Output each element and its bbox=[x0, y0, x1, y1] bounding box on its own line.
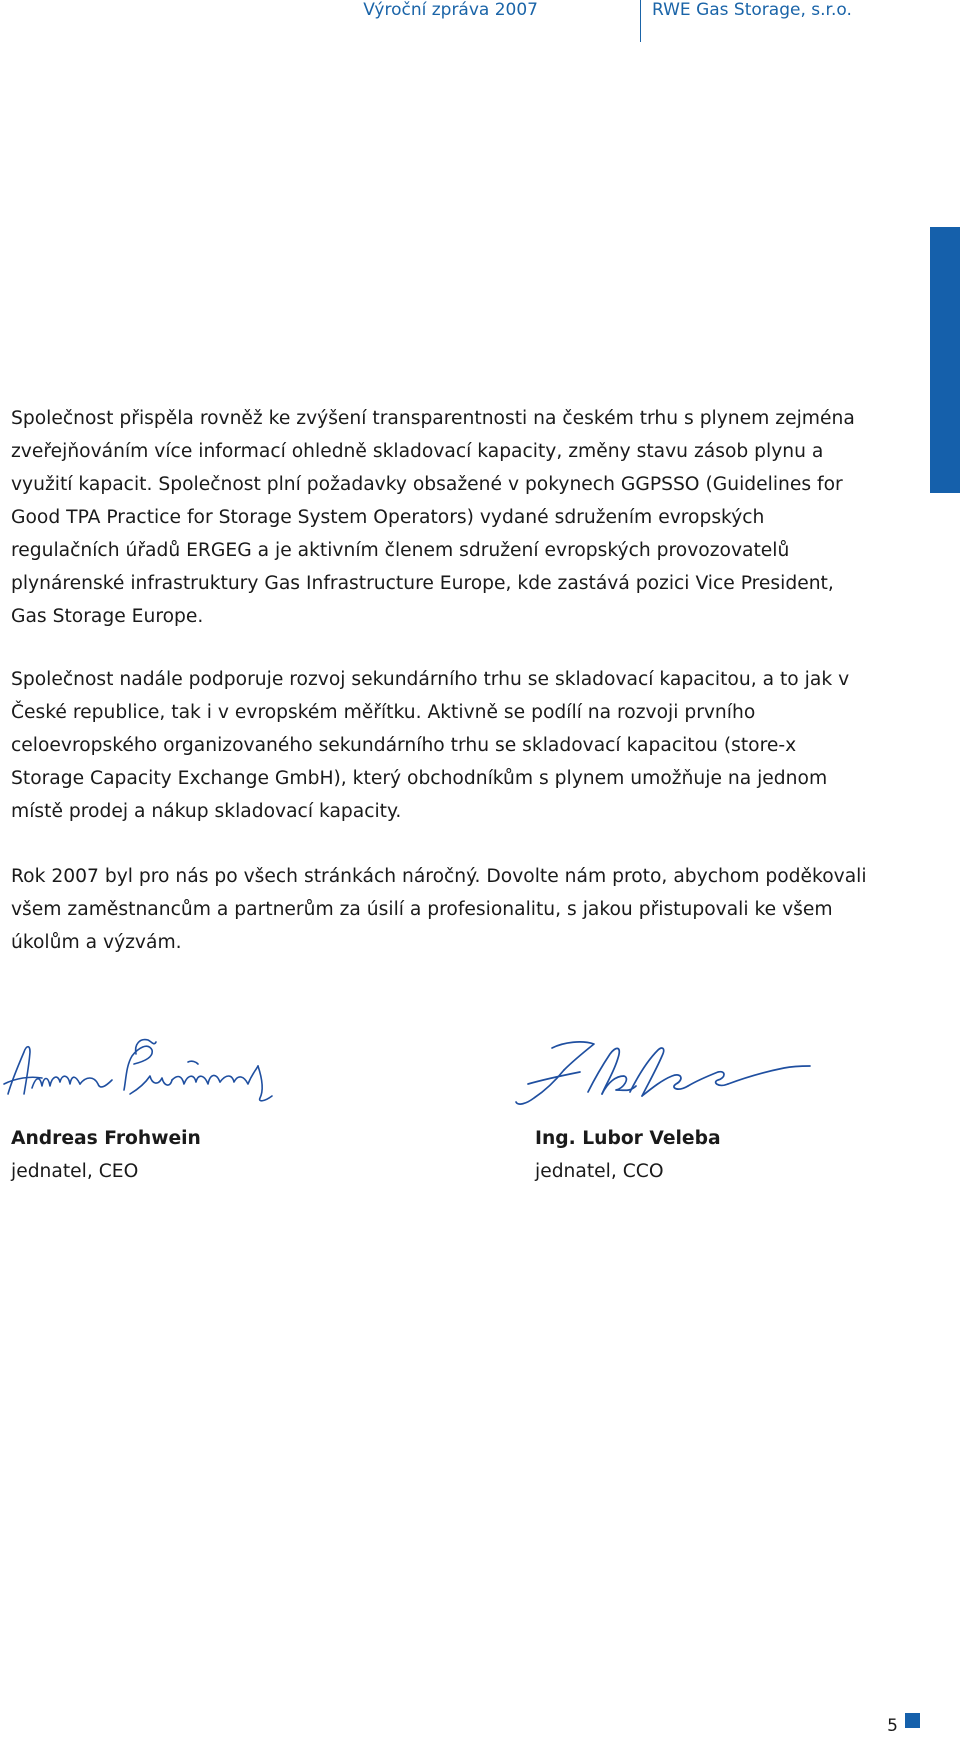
header-divider bbox=[640, 0, 641, 42]
side-tab-marker bbox=[930, 227, 960, 493]
signatory-role: jednatel, CCO bbox=[535, 1161, 664, 1182]
signature-lubor-veleba bbox=[512, 1036, 812, 1116]
company-name: RWE Gas Storage, s.r.o. bbox=[652, 0, 852, 20]
signatory-frohwein bbox=[11, 1122, 201, 1188]
paragraph-thanks bbox=[11, 860, 871, 959]
page-header bbox=[0, 0, 864, 44]
paragraph-text: Společnost nadále podporuje rozvoj sekundárního trhu se skladovací kapacitou, a to jak v České republice, tak i v evropském měřítku. Aktivně se podílí na rozvoji prvního celoevropského organizovaného sekundárního trhu se skladovací kapacitou (store-x Storage Capacity Exchange GmbH), který obchodníkům s plynem umožňuje na jednom místě prodej a nákup skladovací kapacity. bbox=[11, 669, 850, 822]
signature-andreas-frohwein bbox=[2, 1032, 288, 1106]
paragraph-text: Společnost přispěla rovněž ke zvýšení transparentnosti na českém trhu s plynem zejména zveřejňováním více informací ohledně skladovací kapacity, změny stavu zásob plynu a využití kapacit. Společnost plní požadavky obsažené v pokynech GGPSSO (Guidelines for Good TPA Practice for Storage System Operators) vydané sdružením evropských regulačních úřadů ERGEG a je aktivním členem sdružení evropských provozovatelů plynárenské infrastruktury Gas Infrastructure Europe, kde zastává pozici Vice President, Gas Storage Europe. bbox=[11, 408, 855, 627]
report-title: Výroční zpráva 2007 bbox=[363, 0, 538, 20]
paragraph-secondary-market bbox=[11, 663, 871, 828]
signatory-name: Ing. Lubor Veleba bbox=[535, 1128, 721, 1149]
page-number: 5 bbox=[887, 1716, 898, 1736]
signatory-role: jednatel, CEO bbox=[11, 1161, 139, 1182]
page-marker-square bbox=[905, 1713, 920, 1728]
paragraph-text: Rok 2007 byl pro nás po všech stránkách náročný. Dovolte nám proto, abychom poděkovali všem zaměstnancům a partnerům za úsilí a profesionalitu, s jakou přistupovali ke všem úkolům a výzvám. bbox=[11, 866, 867, 953]
signatory-veleba bbox=[535, 1122, 721, 1188]
paragraph-transparency bbox=[11, 402, 871, 633]
signatory-name: Andreas Frohwein bbox=[11, 1128, 201, 1149]
